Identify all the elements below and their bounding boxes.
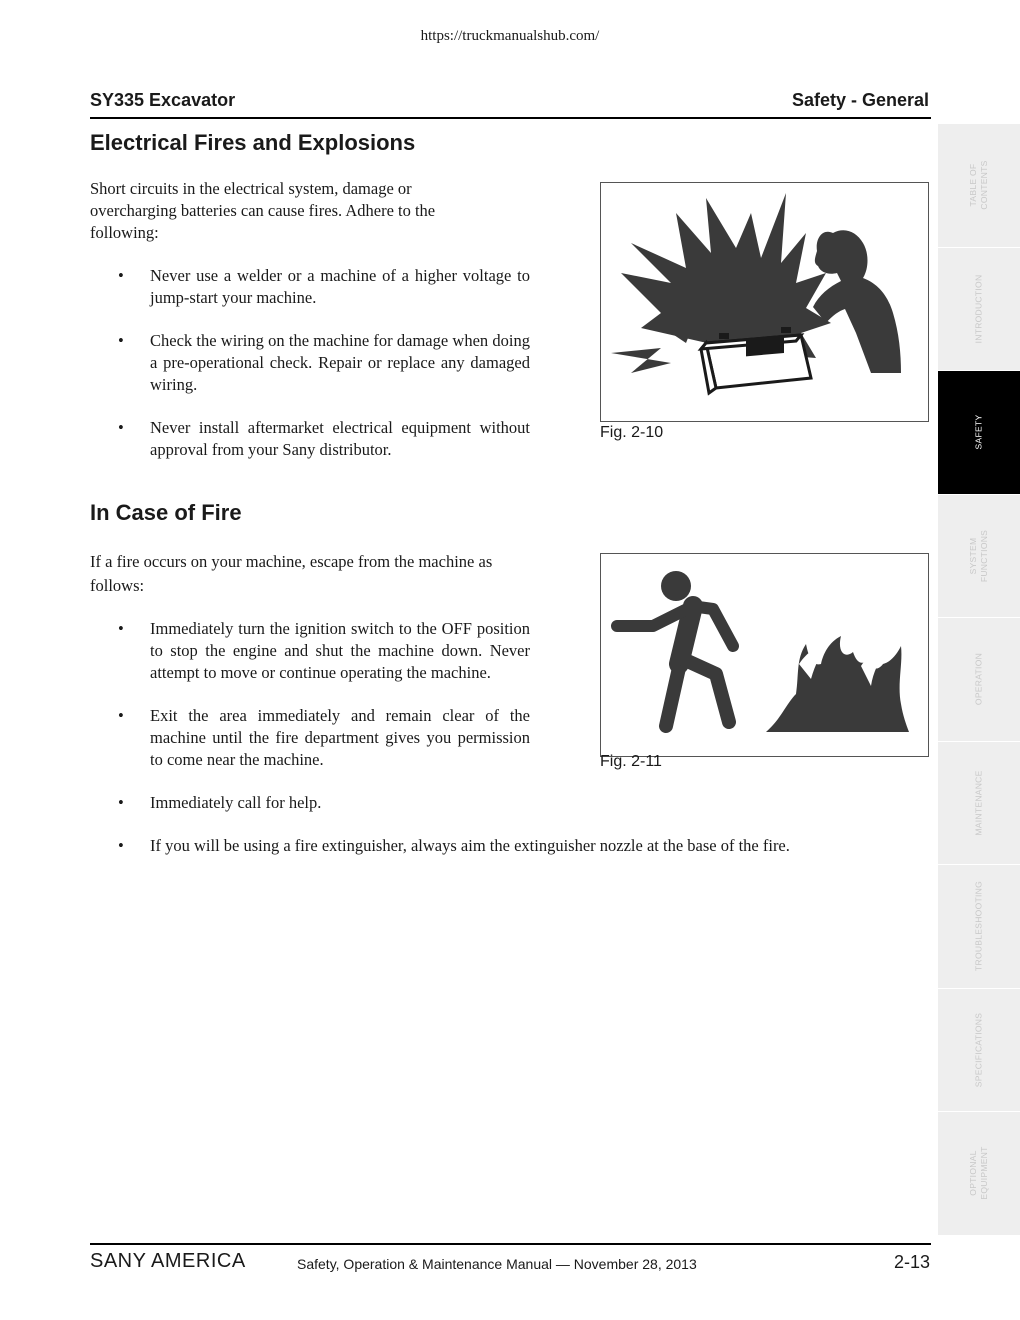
bullet-glyph: • bbox=[118, 793, 124, 812]
figure-caption-2-10: Fig. 2-10 bbox=[600, 424, 664, 441]
bullet-glyph: • bbox=[118, 836, 124, 855]
battery-explosion-illustration bbox=[601, 183, 928, 421]
tab-label: INTRODUCTION bbox=[973, 274, 984, 344]
header-model: SY335 Excavator bbox=[90, 90, 236, 110]
bullet-list-electrical-fires bbox=[90, 265, 530, 482]
tab-label: SPECIFICATIONS bbox=[973, 1012, 984, 1087]
figure-battery-explosion bbox=[600, 182, 929, 422]
list-item: • Never install aftermarket electrical equipment without approval from your Sany distributor. bbox=[118, 418, 530, 459]
running-person-icon bbox=[617, 571, 733, 726]
tab-label: MAINTENANCE bbox=[973, 770, 984, 836]
section-title-electrical-fires: Electrical Fires and Explosions bbox=[90, 130, 416, 155]
list-item: • Never use a welder or a machine of a higher voltage to jump-start your machine. bbox=[118, 266, 530, 307]
list-item: • Immediately turn the ignition switch to the OFF position to stop the engine and shut the machine down. Never attempt to move or continue operating the machine. bbox=[118, 619, 530, 682]
footer-brand: SANY AMERICA bbox=[90, 1250, 246, 1272]
section-title-in-case-of-fire: In Case of Fire bbox=[90, 500, 242, 525]
footer-manual-title: Safety, Operation & Maintenance Manual — November 28, 2013 bbox=[297, 1256, 697, 1272]
header-rule bbox=[90, 117, 931, 119]
header-section: Safety - General bbox=[791, 90, 929, 110]
bullet-glyph: • bbox=[118, 706, 124, 725]
tab-safety[interactable] bbox=[938, 371, 1020, 495]
tab-specifications[interactable] bbox=[938, 989, 1020, 1113]
list-item: • Exit the area immediately and remain clear of the machine until the fire department gives you permission to come near the machine. bbox=[118, 706, 530, 769]
tab-label: TABLE OF CONTENTS bbox=[968, 160, 989, 210]
tab-label: TROUBLESHOOTING bbox=[973, 881, 984, 972]
list-item: • Check the wiring on the machine for damage when doing a pre-operational check. Repair or replace any damaged wiring. bbox=[118, 331, 530, 394]
bullet-glyph: • bbox=[118, 266, 124, 285]
bullet-glyph: • bbox=[118, 619, 124, 638]
footer-rule bbox=[90, 1243, 931, 1245]
list-item: • If you will be using a fire extinguisher, always aim the extinguisher nozzle at the base of the fire. bbox=[118, 836, 790, 855]
figure-escape-fire bbox=[600, 553, 929, 757]
flame-icon bbox=[766, 636, 909, 732]
escape-fire-illustration bbox=[601, 554, 928, 756]
bullet-glyph: • bbox=[118, 418, 124, 437]
figure-caption-2-11: Fig. 2-11 bbox=[600, 753, 662, 770]
tab-system-functions[interactable] bbox=[938, 495, 1020, 619]
tab-label: OPTIONAL EQUIPMENT bbox=[968, 1146, 989, 1200]
tab-introduction[interactable] bbox=[938, 248, 1020, 372]
page-number: 2-13 bbox=[893, 1252, 930, 1272]
tab-label: SYSTEM FUNCTIONS bbox=[968, 529, 989, 582]
tab-table-of-contents[interactable] bbox=[938, 124, 1020, 248]
tab-optional-equipment[interactable] bbox=[938, 1112, 1020, 1236]
tab-label: OPERATION bbox=[973, 653, 984, 706]
section-intro-in-case-of-fire: If a fire occurs on your machine, escape from the machine as follows: bbox=[90, 552, 493, 595]
tab-operation[interactable] bbox=[938, 618, 1020, 742]
tab-label: SAFETY bbox=[973, 414, 984, 450]
source-url[interactable]: https://truckmanualshub.com/ bbox=[420, 28, 600, 44]
tab-troubleshooting[interactable] bbox=[938, 865, 1020, 989]
section-intro-electrical-fires: Short circuits in the electrical system, damage or overcharging batteries can cause fires. Adhere to the following: bbox=[90, 179, 436, 242]
bullet-glyph: • bbox=[118, 331, 124, 350]
section-tabs bbox=[938, 124, 1020, 1236]
tab-maintenance[interactable] bbox=[938, 742, 1020, 866]
list-item: • Immediately call for help. bbox=[118, 793, 322, 812]
